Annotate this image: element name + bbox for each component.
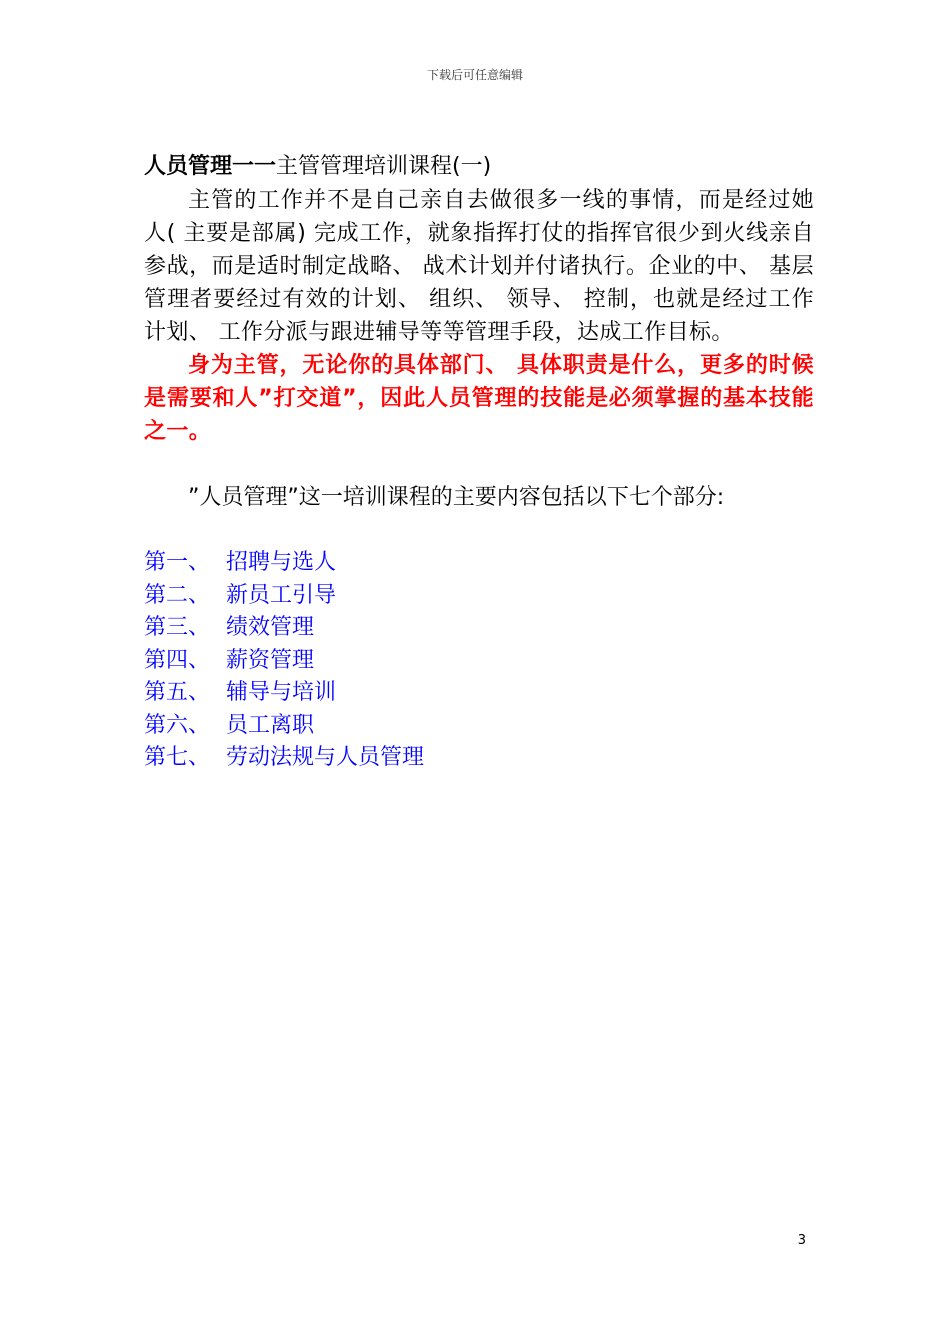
list-item-ordinal: 第七、 (144, 745, 211, 770)
title-bold-part: 人员管理一一 (144, 154, 277, 179)
list-item-label: 辅导与培训 (226, 680, 337, 705)
list-item-label: 员工离职 (226, 712, 315, 738)
list-item (144, 547, 814, 580)
list-item-ordinal: 第一、 (144, 550, 211, 575)
paragraph-emphasis: 身为主管，无论你的具体部门、 具体职责是什么，更多的时候是需要和人”打交道”，因此人员管理的技能是必须掌握的基本技能之一。 (144, 353, 814, 444)
list-item-label: 新员工引导 (226, 582, 337, 608)
title-normal-part: 主管管理培训课程(一) (276, 154, 492, 179)
list-item (144, 580, 814, 613)
document-title (144, 150, 814, 184)
list-item-ordinal: 第四、 (144, 647, 211, 673)
list-item (144, 645, 814, 678)
list-item-ordinal: 第五、 (144, 680, 211, 705)
list-item (144, 612, 814, 645)
document-body (144, 150, 814, 775)
list-item-label: 薪资管理 (226, 647, 315, 673)
paragraph-supervisor-role: 主管的工作并不是自己亲自去做很多一线的事情，而是经过她人( 主要是部属) 完成工作，就象指挥打仗的指挥官很少到火线亲自参战，而是适时制定战略、 战术计划并付诸执行。企业的中、 基层管理者要经过有效的计划、 组织、 领导、 控制，也就是经过工作计划、 工作分派与跟进辅导等等管理手段，达成工作目标。 (144, 188, 814, 345)
list-item (144, 710, 814, 743)
list-item-ordinal: 第二、 (144, 582, 211, 608)
list-item-ordinal: 第六、 (144, 712, 211, 738)
list-item-label: 绩效管理 (226, 615, 315, 640)
list-item (144, 742, 814, 775)
list-item (144, 677, 814, 710)
list-item-label: 劳动法规与人员管理 (226, 745, 425, 770)
course-intro: ”人员管理”这一培训课程的主要内容包括以下七个部分: (188, 485, 725, 510)
page-number: 3 (797, 1233, 806, 1248)
course-parts-list (144, 547, 814, 775)
list-item-ordinal: 第三、 (144, 615, 211, 640)
list-item-label: 招聘与选人 (226, 550, 337, 575)
page-header-note: 下载后可任意编辑 (426, 68, 523, 82)
